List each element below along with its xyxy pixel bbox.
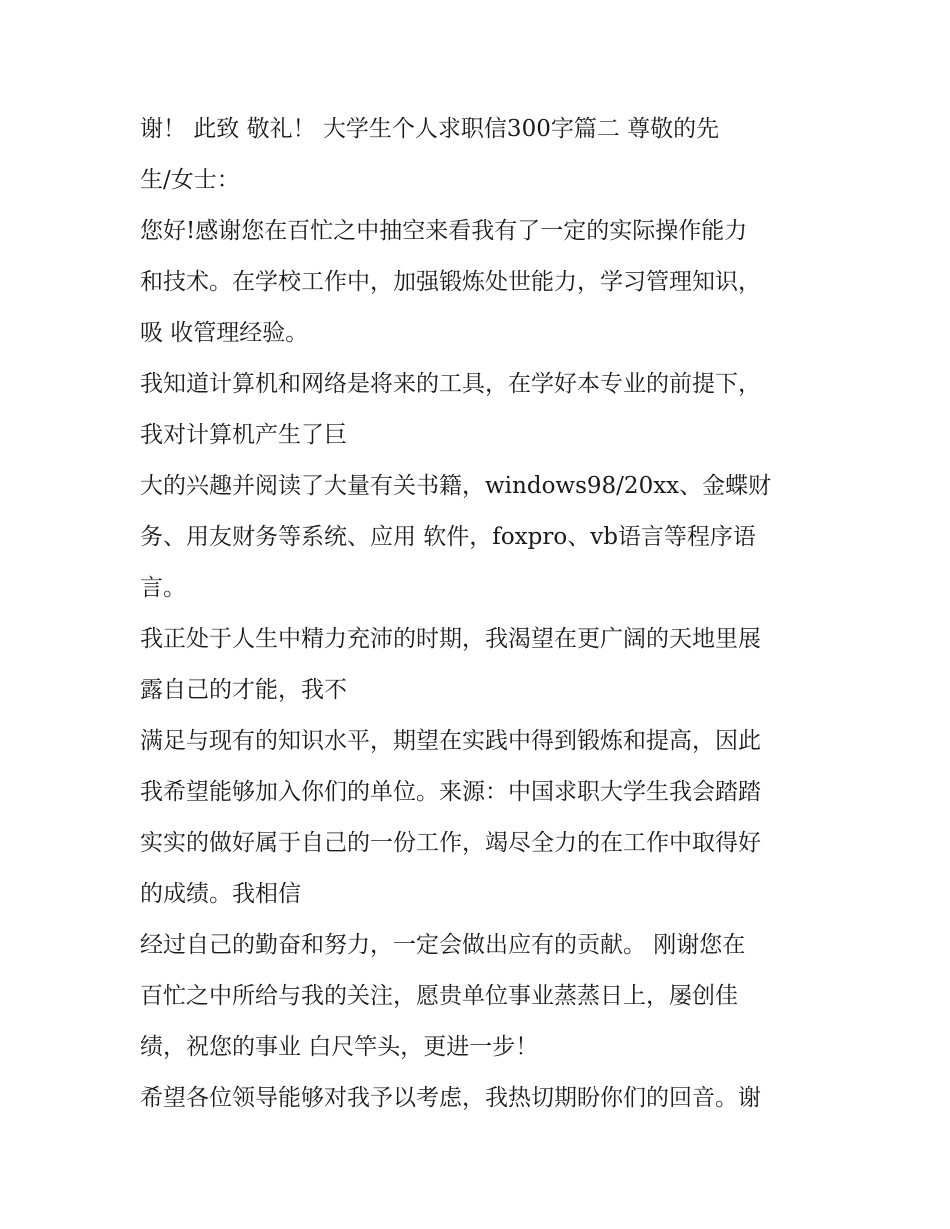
text-line: 经过自己的勤奋和努力，一定会做出应有的贡献。 刚谢您在 [140,932,746,958]
text-line: 谢！ 此致 敬礼！ 大学生个人求职信300字篇二 尊敬的先 [140,116,720,142]
text-line: 大的兴趣并阅读了大量有关书籍，windows98/20xx、金蝶财 [140,473,772,499]
text-line: 我正处于人生中精力充沛的时期，我渴望在更广阔的天地里展 [140,626,761,652]
text-line: 露自己的才能，我不 [140,677,347,703]
text-line: 务、用友财务等系统、应用 软件，foxpro、vb语言等程序语 [140,524,756,550]
text-line: 我知道计算机和网络是将来的工具，在学好本专业的前提下， [140,371,761,397]
text-line: 生/女士： [140,167,240,193]
text-line: 百忙之中所给与我的关注，愿贵单位事业蒸蒸日上，屡创佳 [140,983,738,1009]
text-line: 吸 收管理经验。 [140,320,309,346]
text-line: 实实的做好属于自己的一份工作，竭尽全力的在工作中取得好 [140,830,761,856]
document-body [140,104,820,1124]
text-line: 您好!感谢您在百忙之中抽空来看我有了一定的实际操作能力 [140,218,748,244]
text-line: 的成绩。我相信 [140,881,301,907]
text-line: 我对计算机产生了巨 [140,422,347,448]
text-line: 我希望能够加入你们的单位。来源：中国求职大学生我会踏踏 [140,779,761,805]
text-line: 和技术。在学校工作中，加强锻炼处世能力，学习管理知识， [140,269,761,295]
text-line: 言。 [140,575,186,601]
text-line: 满足与现有的知识水平，期望在实践中得到锻炼和提高，因此 [140,728,761,754]
text-line: 绩，祝您的事业 白尺竿头，更进一步！ [140,1034,539,1060]
text-line: 希望各位领导能够对我予以考虑，我热切期盼你们的回音。谢 [140,1085,761,1111]
